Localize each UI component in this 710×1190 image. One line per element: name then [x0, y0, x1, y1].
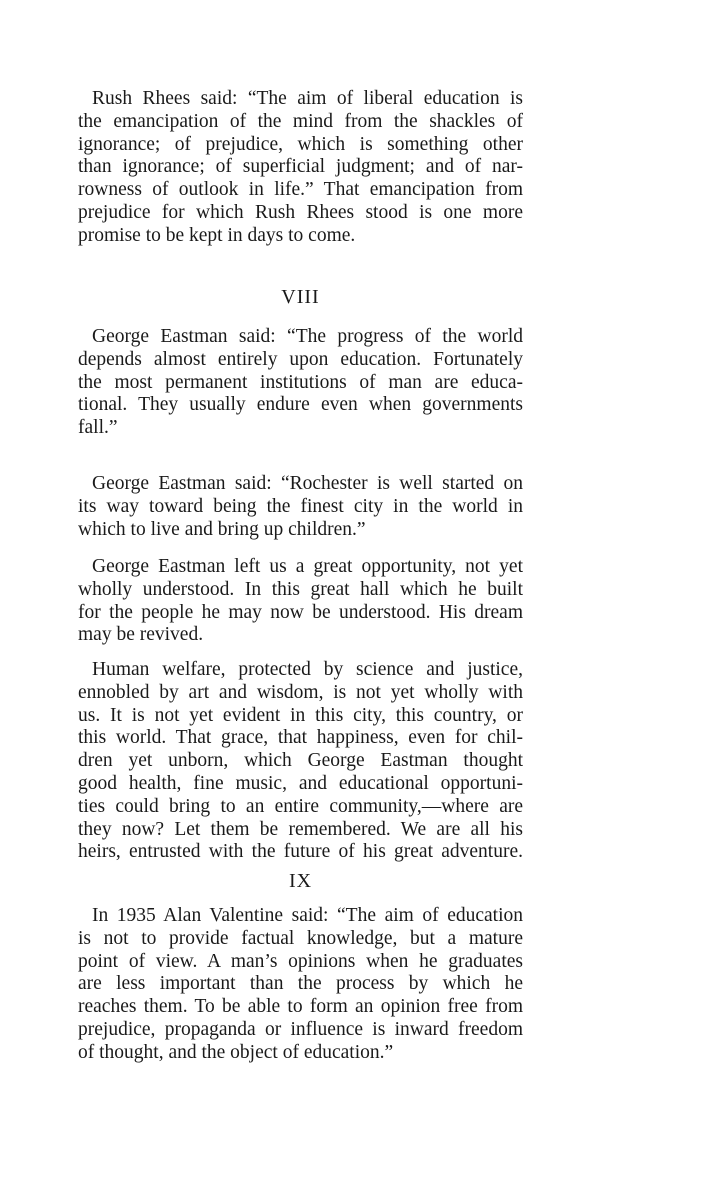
text-line: wholly understood. In this great hall which he built: [78, 578, 523, 600]
paragraph-rush-rhees: [78, 88, 523, 248]
text-line: heirs, entrusted with the future of his great adventure.: [78, 841, 523, 863]
text-line: point of view. A man’s opinions when he graduates: [78, 950, 523, 972]
text-line: Human welfare, protected by science and justice,: [92, 659, 523, 680]
text-line: of thought, and the object of education.”: [78, 1041, 394, 1063]
text-line: which to live and bring up children.”: [78, 518, 366, 540]
text-line: reaches them. To be able to form an opinion free from: [78, 996, 523, 1018]
text-line: depends almost entirely upon education. Fortunately: [78, 348, 523, 370]
text-line: for the people he may now be understood. His dream: [78, 601, 523, 623]
text-line: rowness of outlook in life.” That emancipation from: [78, 179, 523, 201]
text-line: prejudice for which Rush Rhees stood is one more: [78, 201, 523, 223]
paragraph-eastman-opportunity: [78, 556, 523, 647]
text-line: us. It is not yet evident in this city, this country, or: [78, 704, 523, 726]
text-line: are less important than the process by which he: [78, 973, 523, 995]
text-line: ennobled by art and wisdom, is not yet wholly with: [78, 681, 523, 703]
text-line: the most permanent institutions of man are educa-: [78, 371, 523, 393]
paragraph-eastman-progress: [78, 326, 523, 440]
paragraph-human-welfare: [78, 659, 523, 864]
text-line: prejudice, propaganda or influence is inward freedom: [78, 1018, 523, 1040]
text-line: tional. They usually endure even when governments: [78, 394, 523, 416]
text-line: than ignorance; of superficial judgment; and of nar-: [78, 156, 523, 178]
text-line: In 1935 Alan Valentine said: “The aim of education: [92, 905, 523, 926]
text-line: George Eastman said: “The progress of the world: [92, 326, 523, 347]
text-line: this world. That grace, that happiness, even for chil-: [78, 727, 523, 749]
text-line: ignorance; of prejudice, which is something other: [78, 133, 523, 155]
paragraph-valentine: [78, 905, 523, 1065]
text-line: may be revived.: [78, 624, 204, 646]
text-line: ties could bring to an entire community,—where are: [78, 795, 523, 817]
paragraph-eastman-rochester: [78, 473, 523, 541]
text-line: George Eastman left us a great opportunity, not yet: [92, 556, 523, 577]
text-line: good health, fine music, and educational opportuni-: [78, 772, 523, 794]
text-line: its way toward being the finest city in the world in: [78, 495, 523, 517]
section-heading-ix: IX: [288, 870, 313, 892]
text-line: Rush Rhees said: “The aim of liberal education is: [92, 88, 523, 109]
text-line: they now? Let them be remembered. We are all his: [78, 818, 523, 840]
text-line: is not to provide factual knowledge, but a mature: [78, 927, 523, 949]
text-line: the emancipation of the mind from the shackles of: [78, 110, 523, 132]
text-line: George Eastman said: “Rochester is well started on: [92, 473, 523, 494]
text-line: promise to be kept in days to come.: [78, 224, 356, 246]
text-line: fall.”: [78, 417, 118, 439]
text-line: dren yet unborn, which George Eastman thought: [78, 750, 523, 772]
section-heading-viii: VIII: [281, 286, 320, 308]
